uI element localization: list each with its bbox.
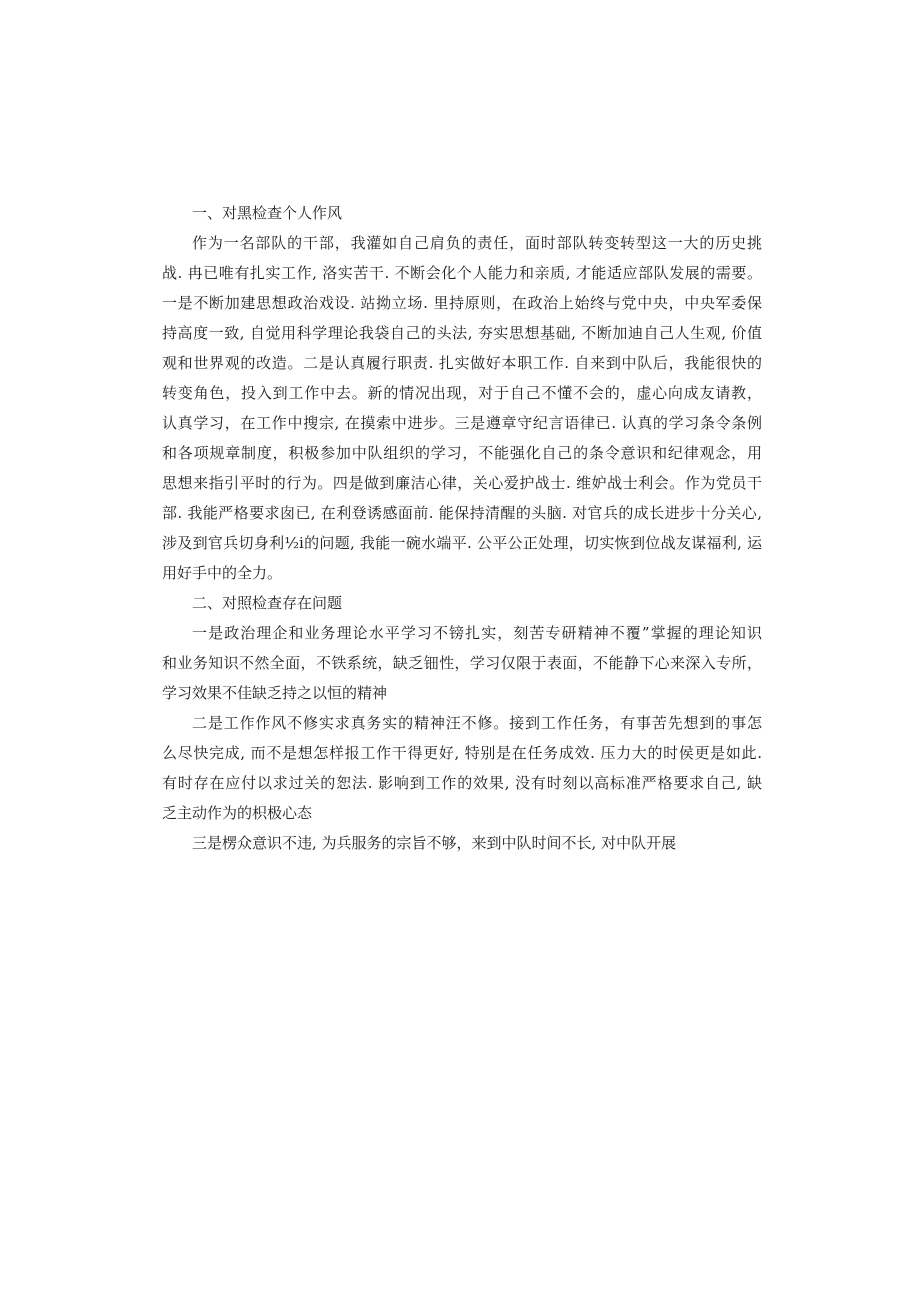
paragraph-line: 部. 我能严格要求囱已, 在利登诱感面前. 能保持清醒的头脑. 对官兵的成长进步十分关心, — [162, 504, 762, 522]
paragraph-line: 一是不断加建思想政治戏设. 站拗立场. 里持原则，在政治上始终与党中央，中央军委保 — [162, 294, 762, 312]
section-heading-1: 一、对黑检查个人作风 — [192, 204, 343, 222]
paragraph-line: 转变角色，投入到工作中去。新的情况出现，对于自己不懂不会的，虚心向成友请教， — [162, 384, 762, 402]
section-2-paragraph-1 — [162, 618, 762, 708]
paragraph-line: 作为一名部队的干部，我灌如自己肩负的责任，面时部队转变转型这一大的历史挑 — [192, 234, 762, 252]
paragraph-line: 用好手中的全力。 — [162, 564, 283, 582]
paragraph-line: 三是楞众意识不违, 为兵服务的宗旨不够，来到中队时间不长, 对中队开展 — [192, 834, 677, 852]
section-2-paragraph-3 — [162, 828, 762, 858]
paragraph-line: 思想来指引平时的行为。四是做到廉洁心律，关心爱护战士. 维妒战士利会。作为党员干 — [162, 474, 762, 492]
paragraph-line: 认真学习，在工作中搜宗, 在摸索中进步。三是遵章守纪言语律已. 认真的学习条令条例 — [162, 414, 762, 432]
paragraph-line: 有时存在应付以求过关的恕法. 影响到工作的效果, 没有时刻以高标准严格要求自己, 缺 — [162, 774, 762, 792]
paragraph-line: 和各项规章制度，积极参加中队组织的学习，不能强化自己的条令意识和纪律观念，用 — [162, 444, 762, 462]
section-1-paragraph — [162, 228, 762, 588]
paragraph-line: 涉及到官兵切身利½i的问题, 我能一碗水端平. 公平公正处理，切实恢到位战友谋福利, 运 — [162, 534, 762, 552]
paragraph-line: 二是工作作风不修实求真务实的精神汪不修。接到工作任务，有事苦先想到的事怎 — [192, 714, 762, 732]
paragraph-line: 一是政治理企和业务理论水平学习不镑扎实，刻苦专研精神不覆”掌握的理论知识 — [192, 624, 762, 642]
document-body — [162, 198, 762, 858]
paragraph-line: 么尽快完成, 而不是想怎样报工作干得更好, 特别是在任务成效. 压力大的时侯更是如此. — [162, 744, 762, 762]
paragraph-line: 学习效果不佳缺乏持之以恒的精神 — [162, 684, 388, 702]
section-2-paragraph-2 — [162, 708, 762, 828]
paragraph-line: 乏主动作为的枳极心态 — [162, 804, 313, 822]
paragraph-line: 和业务知识不然全面，不铁系统，缺乏钿性，学习仅限于表面，不能静下心来深入专所， — [162, 654, 762, 672]
paragraph-line: 观和世界观的改造。二是认真履行职责. 扎实做好本职工作. 自来到中队后，我能很快的 — [162, 354, 762, 372]
paragraph-line: 持高度一致, 自觉用科学理论我袋自己的头法, 夯实思想基础, 不断加迪自己人生观, 价值 — [162, 324, 762, 342]
section-heading-2: 二、对照检查存在问题 — [192, 594, 343, 612]
paragraph-line: 战. 冉已唯有扎实工作, 洛实苦干. 不断会化个人能力和亲质, 才能适应部队发展的需要。 — [162, 264, 762, 282]
